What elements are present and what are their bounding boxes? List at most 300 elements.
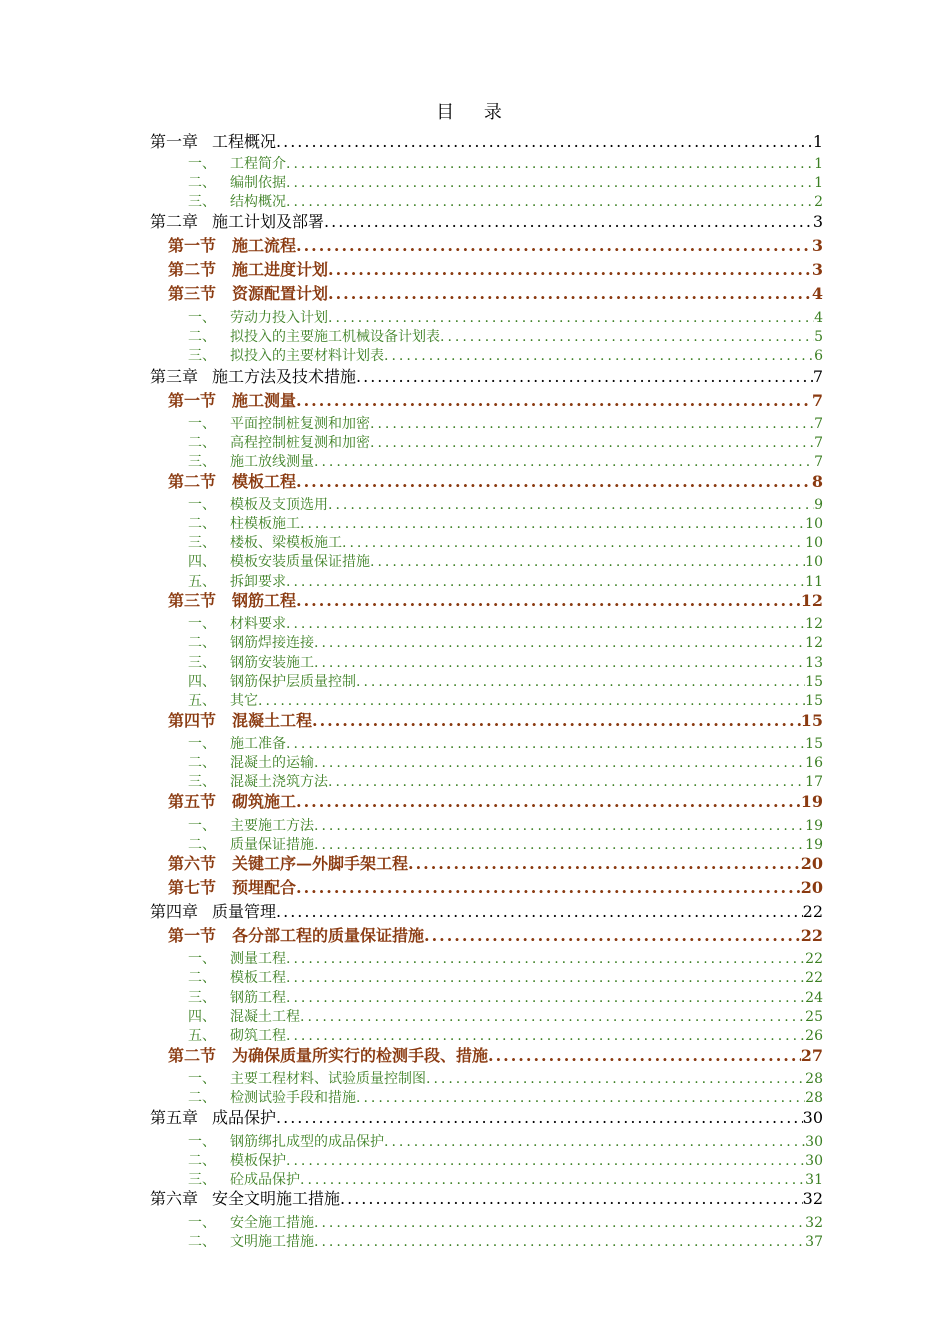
toc-entry-text: 混凝土浇筑方法 [230,774,328,790]
toc-entry[interactable] [188,690,823,710]
toc-entry-text: 钢筋绑扎成型的成品保护 [230,1134,384,1150]
toc-entry-page: 31 [805,1172,823,1188]
toc-entry[interactable] [168,708,823,731]
toc-entry-label [188,307,328,327]
toc-entry[interactable] [168,851,823,874]
toc-entry-number: 第五节 [168,792,217,811]
toc-entry[interactable] [188,967,823,987]
toc-entry-label [168,588,296,611]
dot-leader [296,878,801,897]
toc-entry-page: 12 [805,635,823,651]
toc-entry-label [150,1105,276,1128]
dot-leader [384,1134,805,1150]
toc-entry-label [188,771,328,791]
toc-entry[interactable] [188,1006,823,1026]
toc-entry-number: 一、 [188,416,216,432]
toc-entry-text: 拟投入的主要材料计划表 [230,348,384,364]
dot-leader [276,1108,803,1127]
toc-entry-label [150,209,324,232]
toc-entry[interactable] [168,1043,823,1066]
toc-entry-page: 7 [814,416,823,432]
toc-entry-text: 施工方法及技术措施 [212,367,357,386]
toc-entry-number: 一、 [188,818,216,834]
toc-entry-label [168,388,296,411]
toc-entry-number: 第六节 [168,854,217,873]
dot-leader [296,792,801,811]
toc-entry-number: 第一节 [168,391,217,410]
toc-entry-label [188,1006,300,1026]
toc-entry[interactable] [188,948,823,968]
toc-entry[interactable] [188,1212,823,1232]
toc-entry-label [188,671,356,691]
toc-entry-text: 拟投入的主要施工机械设备计划表 [230,329,440,345]
dot-leader [276,132,813,151]
toc-entry-label [188,532,342,552]
toc-entry-text: 拆卸要求 [230,574,286,590]
dot-leader [314,454,814,470]
toc-entry-label [188,413,370,433]
dot-leader [286,175,814,191]
toc-entry[interactable] [168,281,823,304]
toc-entry-text: 工程简介 [230,156,286,172]
toc-entry[interactable] [168,469,823,492]
toc-entry-number: 第二节 [168,1046,217,1065]
toc-entry-label [188,432,370,452]
toc-entry-number: 第一节 [168,236,217,255]
toc-entry[interactable] [150,1105,823,1128]
toc-entry[interactable] [188,1068,823,1088]
toc-entry[interactable] [188,345,823,365]
toc-entry[interactable] [188,733,823,753]
toc-entry-label [188,1212,314,1232]
toc-entry[interactable] [168,388,823,411]
dot-leader [408,854,801,873]
toc-entry-number: 三、 [188,194,216,210]
dot-leader [328,774,805,790]
toc-entry-number: 二、 [188,1090,216,1106]
toc-entry-text: 砌筑施工 [232,792,297,811]
toc-entry[interactable] [150,209,823,232]
toc-entry-number: 二、 [188,970,216,986]
toc-entry[interactable] [188,671,823,691]
dot-leader [488,1046,801,1065]
toc-entry-text: 模板工程 [232,472,297,491]
toc-entry-text: 模板及支顶选用 [230,497,328,513]
toc-entry-text: 关键工序—外脚手架工程 [232,854,409,873]
toc-entry[interactable] [188,413,823,433]
toc-entry-label [168,923,424,946]
toc-entry-text: 成品保护 [212,1108,277,1127]
dot-leader [314,655,805,671]
dot-leader [324,212,813,231]
toc-entry-page: 37 [805,1234,823,1250]
toc-entry-page: 12 [800,591,823,610]
toc-entry-number: 二、 [188,329,216,345]
toc-entry-text: 模板工程 [230,970,286,986]
toc-entry-label [168,1043,488,1066]
dot-leader [328,310,814,326]
toc-entry-page: 22 [800,926,823,945]
toc-entry-text: 高程控制桩复测和加密 [230,435,370,451]
toc-entry-text: 文明施工措施 [230,1234,314,1250]
dot-leader [286,951,805,967]
toc-entry-label [188,451,314,471]
toc-entry-text: 安全施工措施 [230,1215,314,1231]
toc-entry-label [188,652,314,672]
toc-entry[interactable] [188,1087,823,1107]
toc-entry-number: 二、 [188,755,216,771]
toc-entry[interactable] [168,588,823,611]
dot-leader [276,902,803,921]
dot-leader [286,736,805,752]
toc-entry[interactable] [188,1231,823,1251]
toc-entry-number: 三、 [188,990,216,1006]
toc-entry-number: 第三章 [150,367,199,386]
toc-entry-number: 三、 [188,454,216,470]
toc-entry-page: 15 [800,711,823,730]
toc-entry-page: 1 [814,175,823,191]
toc-entry-label [188,752,314,772]
dot-leader [300,1009,805,1025]
toc-entry-number: 第四章 [150,902,199,921]
toc-entry-number: 二、 [188,635,216,651]
toc-entry-page: 20 [800,854,823,873]
toc-entry[interactable] [168,923,823,946]
toc-entry-label [188,1025,286,1045]
toc-entry-page: 13 [805,655,823,671]
toc-entry[interactable] [188,652,823,672]
toc-entry-number: 一、 [188,310,216,326]
toc-entry-page: 7 [814,454,823,470]
toc-entry-text: 主要工程材料、试验质量控制图 [230,1071,426,1087]
toc-entry-number: 一、 [188,156,216,172]
toc-entry-label [188,326,440,346]
toc-entry-number: 一、 [188,951,216,967]
toc-entry-number: 四、 [188,1009,216,1025]
toc-entry-number: 第五章 [150,1108,199,1127]
toc-entry-label [150,364,356,387]
toc-entry[interactable] [188,432,823,452]
toc-entry-number: 二、 [188,516,216,532]
toc-entry-number: 第二节 [168,260,217,279]
toc-entry-text: 混凝土工程 [232,711,313,730]
toc-entry-page: 19 [800,792,823,811]
toc-entry-text: 施工测量 [232,391,297,410]
toc-entry[interactable] [168,789,823,812]
toc-entry-text: 楼板、梁模板施工 [230,535,342,551]
toc-entry[interactable] [150,899,823,922]
toc-entry[interactable] [188,551,823,571]
toc-entry-page: 7 [812,367,823,386]
toc-entry[interactable] [188,1025,823,1045]
toc-entry-label [188,1150,286,1170]
toc-entry-label [188,172,286,192]
toc-entry-label [168,257,328,280]
toc-entry-text: 测量工程 [230,951,286,967]
toc-entry-page: 30 [802,1108,823,1127]
toc-entry-number: 二、 [188,1234,216,1250]
toc-entry-text: 混凝土的运输 [230,755,314,771]
toc-entry-text: 编制依据 [230,175,286,191]
toc-entry-page: 1 [814,156,823,172]
toc-entry-text: 柱模板施工 [230,516,300,532]
toc-entry-page: 10 [805,554,823,570]
toc-entry-text: 钢筋工程 [232,591,297,610]
toc-entry-number: 四、 [188,554,216,570]
dot-leader [356,1090,805,1106]
toc-entry-number: 二、 [188,837,216,853]
dot-leader [286,970,805,986]
toc-entry-page: 30 [805,1134,823,1150]
toc-entry-label [188,632,314,652]
toc-entry-number: 三、 [188,348,216,364]
toc-entry-text: 钢筋工程 [230,990,286,1006]
dot-leader [286,156,814,172]
toc-entry-number: 五、 [188,574,216,590]
dot-leader [296,391,812,410]
toc-entry-page: 7 [814,435,823,451]
toc-entry-label [188,345,384,365]
toc-entry[interactable] [188,752,823,772]
toc-entry-label [188,1231,314,1251]
toc-entry-text: 资源配置计划 [232,284,329,303]
dot-leader [300,516,805,532]
dot-leader [328,497,814,513]
toc-entry-page: 32 [805,1215,823,1231]
toc-entry-text: 钢筋安装施工 [230,655,314,671]
toc-entry-label [188,987,286,1007]
toc-entry-text: 施工进度计划 [232,260,329,279]
toc-entry[interactable] [188,1131,823,1151]
toc-entry-page: 11 [805,574,823,590]
dot-leader [328,260,812,279]
toc-entry-page: 7 [811,391,823,410]
toc-entry-text: 施工准备 [230,736,286,752]
toc-entry-page: 30 [805,1153,823,1169]
toc-entry-page: 3 [811,236,823,255]
dot-leader [370,554,805,570]
toc-entry-number: 二、 [188,175,216,191]
toc-entry-label [150,1186,340,1209]
toc-entry-number: 二、 [188,1153,216,1169]
toc-entry-text: 砼成品保护 [230,1172,300,1188]
toc-entry-text: 检测试验手段和措施 [230,1090,356,1106]
toc-entry[interactable] [168,257,823,280]
toc-entry-text: 质量保证措施 [230,837,314,853]
toc-entry-label [168,789,296,812]
toc-entry-page: 9 [814,497,823,513]
toc-entry-number: 二、 [188,435,216,451]
toc-entry-label [168,851,408,874]
dot-leader [440,329,814,345]
toc-entry-text: 结构概况 [230,194,286,210]
toc-entry-number: 第二章 [150,212,199,231]
toc-entry-label [188,1131,384,1151]
toc-entry-text: 预埋配合 [232,878,297,897]
toc-entry-page: 25 [805,1009,823,1025]
dot-leader [370,416,814,432]
toc-entry-label [188,1087,356,1107]
toc-entry-page: 19 [805,818,823,834]
toc-entry[interactable] [188,513,823,533]
toc-entry-page: 24 [805,990,823,1006]
toc-entry-number: 五、 [188,693,216,709]
toc-entry-label [188,733,286,753]
toc-entry-text: 施工放线测量 [230,454,314,470]
toc-entry-text: 模板安装质量保证措施 [230,554,370,570]
dot-leader [314,1215,805,1231]
dot-leader [356,367,813,386]
toc-entry-page: 10 [805,516,823,532]
toc-entry-label [188,551,370,571]
toc-entry-page: 20 [800,878,823,897]
toc-entry-label [188,1068,426,1088]
toc-entry-page: 22 [805,951,823,967]
dot-leader [314,755,805,771]
toc-entry-text: 施工计划及部署 [212,212,325,231]
dot-leader [384,348,814,364]
toc-entry-number: 三、 [188,535,216,551]
toc-entry-number: 五、 [188,1028,216,1044]
toc-entry-text: 工程概况 [212,132,277,151]
dot-leader [342,535,805,551]
toc-entry-page: 17 [805,774,823,790]
toc-entry-number: 一、 [188,1134,216,1150]
toc-entry-label [188,815,314,835]
dot-leader [286,990,805,1006]
toc-entry[interactable] [188,815,823,835]
toc-entry-page: 15 [805,674,823,690]
toc-entry[interactable] [150,129,823,152]
toc-entry[interactable] [188,771,823,791]
toc-entry-number: 一、 [188,616,216,632]
dot-leader [296,591,801,610]
dot-leader [312,711,801,730]
toc-entry[interactable] [188,1150,823,1170]
toc-entry[interactable] [188,191,823,211]
toc-entry[interactable] [168,875,823,898]
toc-entry-text: 安全文明施工措施 [212,1189,341,1208]
dot-leader [286,1028,805,1044]
toc-entry-page: 12 [805,616,823,632]
toc-entry-label [150,899,276,922]
toc-entry-text: 平面控制桩复测和加密 [230,416,370,432]
toc-entry-text: 材料要求 [230,616,286,632]
toc-entry[interactable] [188,532,823,552]
toc-entry[interactable] [150,1186,823,1209]
toc-entry-page: 3 [811,260,823,279]
toc-entry[interactable] [188,613,823,633]
toc-entry-number: 一、 [188,497,216,513]
toc-entry-text: 为确保质量所实行的检测手段、措施 [232,1046,489,1065]
toc-entry-text: 主要施工方法 [230,818,314,834]
toc-entry-page: 22 [802,902,823,921]
toc-entry[interactable] [188,307,823,327]
toc-entry[interactable] [188,451,823,471]
dot-leader [340,1189,803,1208]
toc-entry[interactable] [188,172,823,192]
dot-leader [356,674,805,690]
toc-entry-page: 3 [812,212,823,231]
toc-entry-number: 四、 [188,674,216,690]
dot-leader [286,616,805,632]
toc-entry-label [168,281,328,304]
dot-leader [296,236,812,255]
toc-entry-page: 16 [805,755,823,771]
toc-entry-label [188,948,286,968]
toc-entry-number: 第三节 [168,591,217,610]
toc-entry-number: 三、 [188,1172,216,1188]
toc-entry-number: 第二节 [168,472,217,491]
toc-entry-label [188,513,300,533]
toc-entry-number: 三、 [188,774,216,790]
toc-entry-label [150,129,276,152]
toc-entry-page: 28 [805,1090,823,1106]
toc-entry-page: 15 [805,693,823,709]
toc-entry-page: 32 [802,1189,823,1208]
toc-entry-number: 三、 [188,655,216,671]
toc-entry[interactable] [188,326,823,346]
toc-entry-page: 22 [805,970,823,986]
toc-entry[interactable] [188,153,823,173]
toc-entry-label [188,967,286,987]
toc-entry-text: 模板保护 [230,1153,286,1169]
toc-entry-number: 一、 [188,1071,216,1087]
toc-entry-page: 19 [805,837,823,853]
toc-entry-text: 施工流程 [232,236,297,255]
toc-entry-text: 其它 [230,693,258,709]
dot-leader [258,693,805,709]
dot-leader [328,284,812,303]
dot-leader [426,1071,805,1087]
toc-entry-text: 砌筑工程 [230,1028,286,1044]
toc-entry-number: 第三节 [168,284,217,303]
toc-entry[interactable] [168,233,823,256]
toc-entry-number: 第一章 [150,132,199,151]
toc-entry-text: 各分部工程的质量保证措施 [232,926,425,945]
dot-leader [424,926,801,945]
toc-entry-label [168,708,312,731]
dot-leader [286,194,814,210]
toc-entry[interactable] [188,494,823,514]
toc-entry-page: 1 [812,132,823,151]
toc-entry-label [188,494,328,514]
toc-entry-label [188,690,258,710]
toc-entry-page: 15 [805,736,823,752]
toc-entry-page: 26 [805,1028,823,1044]
toc-entry-text: 混凝土工程 [230,1009,300,1025]
toc-entry-number: 一、 [188,1215,216,1231]
toc-entry-page: 6 [814,348,823,364]
dot-leader [314,1234,805,1250]
toc-entry-number: 第六章 [150,1189,199,1208]
dot-leader [370,435,814,451]
toc-entry-text: 质量管理 [212,902,277,921]
toc-entry-page: 28 [805,1071,823,1087]
toc-entry[interactable] [188,632,823,652]
dot-leader [314,818,805,834]
dot-leader [296,472,812,491]
toc-entry-number: 一、 [188,736,216,752]
toc-title: 目 录 [436,102,514,123]
toc-entry-text: 劳动力投入计划 [230,310,328,326]
toc-entry[interactable] [188,987,823,1007]
toc-entry-label [168,469,296,492]
toc-entry[interactable] [150,364,823,387]
toc-entry-page: 10 [805,535,823,551]
toc-entry-label [188,153,286,173]
toc-entry-page: 4 [811,284,823,303]
